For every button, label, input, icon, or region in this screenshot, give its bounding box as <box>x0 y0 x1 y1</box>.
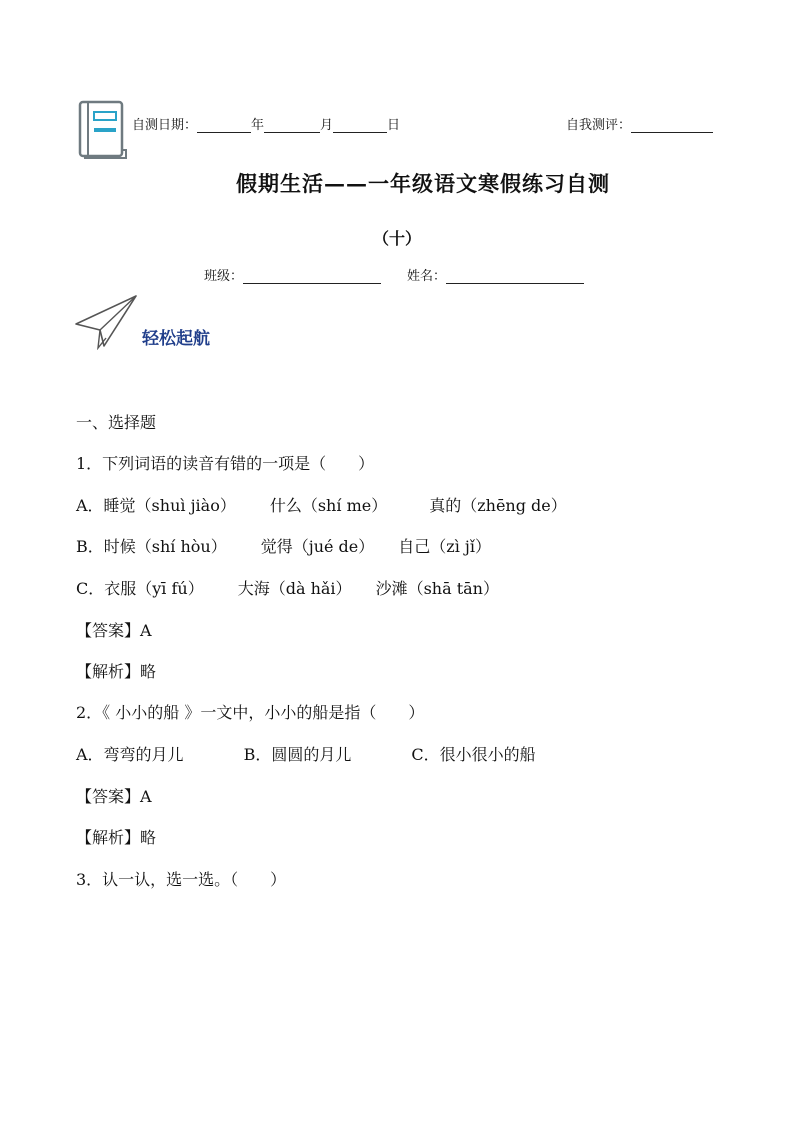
question-1-analysis: 【解析】略 <box>76 662 157 681</box>
date-label: 自测日期： <box>132 118 198 133</box>
name-blank[interactable] <box>446 269 584 284</box>
question-2-options: A．弯弯的月儿 B．圆圆的月儿 C．很小很小的船 <box>76 745 536 764</box>
header-self-eval <box>566 114 713 133</box>
paper-plane-icon <box>74 294 140 350</box>
class-field <box>204 265 381 284</box>
month-label: 月 <box>320 118 334 133</box>
question-1-stem: 1．下列词语的读音有错的一项是（ ） <box>76 454 375 473</box>
header-date <box>132 114 400 133</box>
year-blank[interactable] <box>197 118 251 133</box>
book-icon <box>78 100 128 160</box>
page-title: 假期生活——一年级语文寒假练习自测 <box>236 171 610 196</box>
class-blank[interactable] <box>243 269 381 284</box>
month-blank[interactable] <box>264 118 320 133</box>
self-eval-blank[interactable] <box>631 118 713 133</box>
question-2-answer: 【答案】A <box>76 787 152 806</box>
section-heading: 一、选择题 <box>76 413 157 432</box>
question-1-option-c: C．衣服（yī fú） 大海（dà hǎi） 沙滩（shā tān） <box>76 579 499 598</box>
question-2-stem: 2．《 小小的船 》一文中，小小的船是指（ ） <box>76 703 425 722</box>
question-1-answer: 【答案】A <box>76 621 152 640</box>
day-label: 日 <box>387 118 401 133</box>
page-subtitle: （十） <box>372 229 421 248</box>
question-3-stem: 3．认一认，选一选。（ ） <box>76 870 287 889</box>
day-blank[interactable] <box>333 118 387 133</box>
year-label: 年 <box>251 118 265 133</box>
class-label: 班级： <box>204 269 244 284</box>
name-label: 姓名： <box>407 269 447 284</box>
self-eval-label: 自我测评： <box>566 118 632 133</box>
name-field <box>407 265 584 284</box>
question-1-option-a: A．睡觉（shuì jiào） 什么（shí me） 真的（zhēng de） <box>76 496 567 515</box>
question-1-option-b: B．时候（shí hòu） 觉得（jué de） 自己（zì jǐ） <box>76 537 491 556</box>
question-2-analysis: 【解析】略 <box>76 828 157 847</box>
section-banner: 轻松起航 <box>142 329 210 349</box>
